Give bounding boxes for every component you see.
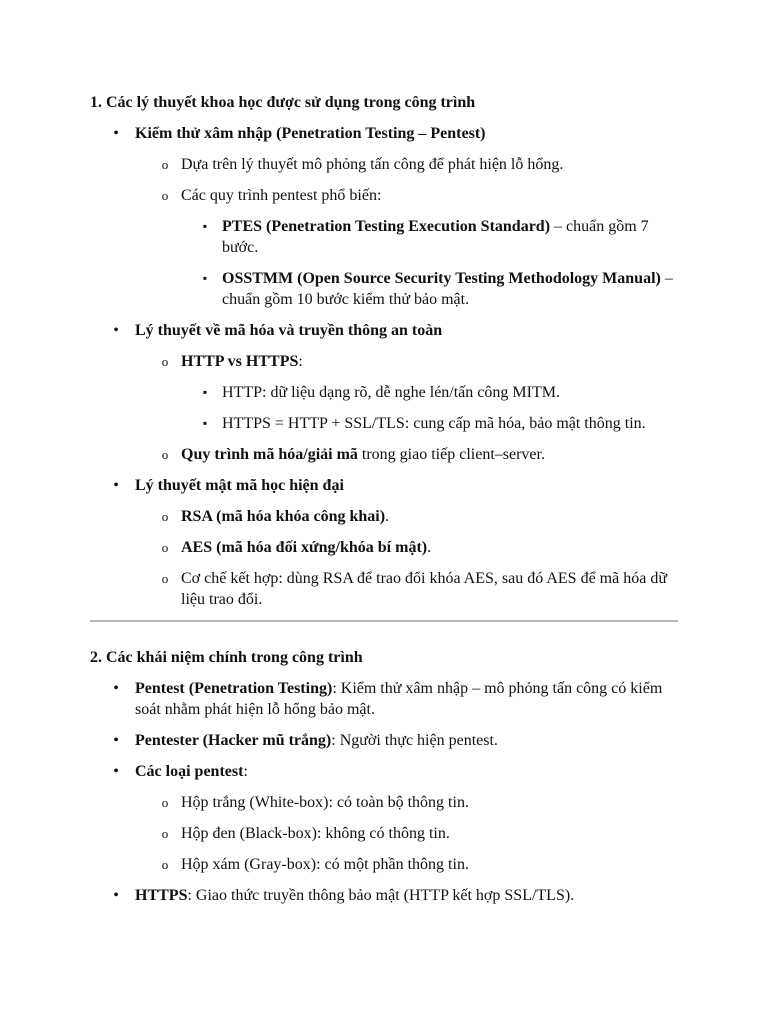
aes-period: .: [427, 539, 432, 556]
pentester-title: Pentester (Hacker mũ trắng): [135, 732, 332, 749]
http-vs-https-colon: :: [298, 353, 303, 370]
list-item-pentest-simulation: [90, 154, 678, 175]
https-text: HTTPS = HTTP + SSL/TLS: cung cấp mã hóa, bảo mật thông tin.: [222, 415, 646, 432]
section-1-heading: 1. Các lý thuyết khoa học được sử dụng trong công trình: [90, 94, 476, 111]
aes-title: AES (mã hóa đối xứng/khóa bí mật): [181, 539, 428, 556]
list-item-combo: [90, 568, 678, 610]
list-item-http: [90, 382, 678, 403]
list-item-pentest-processes: [90, 185, 678, 206]
square-marker: ▪: [202, 385, 208, 399]
circle-marker: o: [161, 540, 169, 555]
list-item-https-def: [90, 885, 678, 906]
bullet-marker: •: [113, 322, 119, 339]
list-item-rsa: [90, 506, 678, 527]
circle-marker: o: [161, 354, 169, 369]
list-item-http-vs-https: [90, 351, 678, 372]
black-box-text: Hộp đen (Black-box): không có thông tin.: [181, 825, 450, 842]
bullet-marker: •: [113, 732, 119, 749]
pentest-title: Kiểm thử xâm nhập (Penetration Testing – Pentest): [135, 125, 486, 142]
list-item-encryption: [90, 320, 678, 341]
encryption-title: Lý thuyết về mã hóa và truyền thông an toàn: [135, 322, 443, 339]
list-item-aes: [90, 537, 678, 558]
circle-marker: o: [161, 188, 169, 203]
list-item-osstmm: [90, 268, 678, 310]
bullet-marker: •: [113, 887, 119, 904]
pentester-desc: : Người thực hiện pentest.: [331, 732, 498, 749]
list-item-pentest-types: [90, 761, 678, 782]
list-item-https: [90, 413, 678, 434]
ptes-desc: – chuẩn gồm 7 bước.: [222, 218, 649, 256]
crypto-title: Lý thuyết mật mã học hiện đại: [135, 477, 344, 494]
encryption-process-desc: trong giao tiếp client–server.: [357, 446, 545, 463]
list-item-black-box: [90, 823, 678, 844]
pentest-def-desc: : Kiểm thử xâm nhập – mô phỏng tấn công có kiểm soát nhằm phát hiện lỗ hổng bảo mật.: [135, 680, 663, 718]
square-marker: ▪: [202, 219, 208, 233]
circle-marker: o: [161, 157, 169, 172]
pentest-processes-text: Các quy trình pentest phổ biến:: [181, 187, 382, 204]
encryption-process-title: Quy trình mã hóa/giải mã: [181, 446, 358, 463]
gray-box-text: Hộp xám (Gray-box): có một phần thông tin.: [181, 856, 469, 873]
list-item-gray-box: [90, 854, 678, 875]
https-def-title: HTTPS: [135, 887, 188, 904]
rsa-title: RSA (mã hóa khóa công khai): [181, 508, 386, 525]
square-marker: ▪: [202, 416, 208, 430]
circle-marker: o: [161, 826, 169, 841]
combo-text: Cơ chế kết hợp: dùng RSA để trao đổi khóa AES, sau đó AES để mã hóa dữ liệu trao đổi.: [181, 570, 667, 608]
https-def-desc: : Giao thức truyền thông bảo mật (HTTP kết hợp SSL/TLS).: [187, 887, 575, 904]
pentest-types-colon: :: [243, 763, 248, 780]
bullet-marker: •: [113, 477, 119, 494]
list-item-ptes: [90, 216, 678, 258]
ptes-title: PTES (Penetration Testing Execution Standard): [222, 218, 551, 235]
circle-marker: o: [161, 795, 169, 810]
pentest-types-title: Các loại pentest: [135, 763, 244, 780]
pentest-simulation-text: Dựa trên lý thuyết mô phỏng tấn công để phát hiện lỗ hổng.: [181, 156, 564, 173]
http-text: HTTP: dữ liệu dạng rõ, dễ nghe lén/tấn công MITM.: [222, 384, 560, 401]
circle-marker: o: [161, 509, 169, 524]
circle-marker: o: [161, 571, 169, 586]
list-item-pentest-def: [90, 678, 678, 720]
list-item-pentester: [90, 730, 678, 751]
circle-marker: o: [161, 447, 169, 462]
list-item-pentest: [90, 123, 678, 144]
list-item-white-box: [90, 792, 678, 813]
http-vs-https-title: HTTP vs HTTPS: [181, 353, 299, 370]
square-marker: ▪: [202, 271, 208, 285]
white-box-text: Hộp trắng (White-box): có toàn bộ thông tin.: [181, 794, 469, 811]
osstmm-desc: – chuẩn gồm 10 bước kiểm thử bảo mật.: [222, 270, 673, 308]
bullet-marker: •: [113, 763, 119, 780]
rsa-period: .: [385, 508, 390, 525]
section-2-heading: 2. Các khái niệm chính trong công trình: [90, 649, 363, 666]
circle-marker: o: [161, 857, 169, 872]
osstmm-title: OSSTMM (Open Source Security Testing Methodology Manual): [222, 270, 661, 287]
pentest-def-title: Pentest (Penetration Testing): [135, 680, 333, 697]
list-item-crypto: [90, 475, 678, 496]
bullet-marker: •: [113, 680, 119, 697]
bullet-marker: •: [113, 125, 119, 142]
list-item-encryption-process: [90, 444, 678, 465]
